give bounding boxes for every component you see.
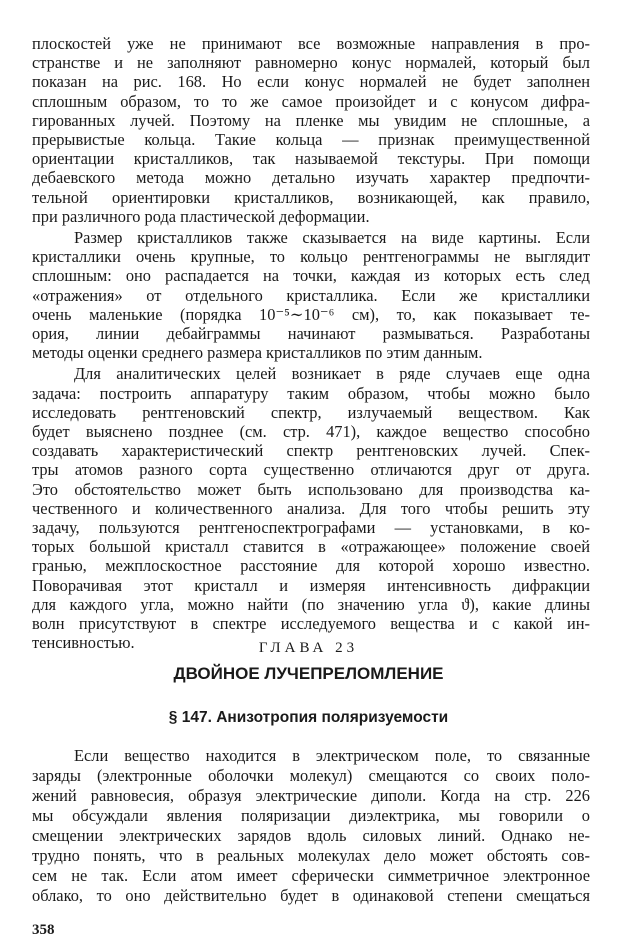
text-line: гированных лучей. Поэтому на пленке мы увидим не сплошные, а (32, 110, 590, 130)
text-line: для каждого угла, можно найти (по значению угла ϑ), какие длины (32, 594, 590, 614)
text-line: волн присутствуют в спектре исследуемого вещества и с какой ин- (32, 614, 590, 633)
text-line: сем не так. Если атом имеет сферически симметричное электронное (32, 866, 590, 885)
text-line: смещении электрических зарядов вдоль силовых линий. Однако не- (32, 826, 590, 845)
text-line: Это обстоятельство может быть использовано для производства ка- (32, 479, 590, 499)
text-line: Если вещество находится в электрическом поле, то связанные (74, 746, 590, 765)
chapter-label: ГЛАВА 23 (258, 640, 359, 656)
text-line: Для аналитических целей возникает в ряде случаев еще одна (74, 364, 590, 384)
text-line: тельной ориентировки кристалликов, возникающей, как правило, (32, 187, 590, 207)
text-line: очень маленькие (порядка 10⁻⁵∼10⁻⁶ см), то, как показывает те- (32, 304, 590, 324)
text-line: дебаевского метода можно детально изучать характер предпочти- (32, 168, 590, 188)
text-line: при различного рода пластической деформации. (32, 206, 370, 226)
text-line: Поворачивая этот кристалл и измеряя интенсивность дифракции (32, 575, 590, 595)
text-line: показан на рис. 168. Но если конус нормалей не будет заполнен (32, 72, 590, 92)
text-line: чественного и количественного анализа. Для того чтобы решить эту (32, 498, 590, 518)
text-line: плоскостей уже не принимают все возможные направления в про- (32, 34, 590, 53)
text-line: «отражения» от отдельного кристаллика. Если же кристаллики (32, 285, 590, 305)
text-line: торых большой кристалл ставится в «отражающее» положение своей (32, 537, 590, 557)
text-line: исследовать рентгеновский спектр, излучаемый веществом. Как (32, 402, 590, 422)
section-title: § 147. Анизотропия поляризуемости (168, 709, 449, 726)
text-line: создавать характеристический спектр рентгеновских лучей. Спек- (32, 441, 590, 461)
text-line: гранью, межплоскостное расстояние для которой хорошо известно. (32, 556, 590, 576)
text-line: ориентации кристалликов, так называемой текстуры. При помощи (32, 149, 590, 169)
text-line: жений равновесия, образуя электрические диполи. Когда на стр. 226 (32, 786, 590, 805)
text-line: кристаллики очень крупные, то кольцо рентгенограммы не выглядит (32, 247, 590, 267)
text-line: мы обсуждали явления поляризации диэлектрика, мы говорили о (32, 806, 590, 825)
text-line: сплошным образом, то то же самое произойдет и с конусом дифра- (32, 91, 590, 111)
text-line: облако, то оно действительно будет в одинаковой степени смещаться (32, 886, 590, 905)
page-number: 358 (32, 922, 55, 938)
text-line: задача: построить аппаратуру таким образом, чтобы можно было (32, 383, 590, 403)
text-line: сплошным: оно распадается на точки, каждая из которых есть след (32, 266, 590, 286)
text-line: методы оценки среднего размера кристалликов по этим данным. (32, 343, 483, 363)
text-line: Размер кристалликов также сказывается на виде картины. Если (74, 228, 590, 247)
text-line: прерывистые кольца. Такие кольца — признак преимущественной (32, 130, 590, 149)
text-line: тенсивностью. (32, 633, 135, 653)
chapter-title: ДВОЙНОЕ ЛУЧЕПРЕЛОМЛЕНИЕ (173, 664, 444, 683)
text-line: будет выяснено позднее (см. стр. 471), каждое вещество способно (32, 422, 590, 441)
text-line: трудно понять, что в реальных молекулах дело может обстоять сов- (32, 846, 590, 865)
text-line: ория, линии дебайграммы начинают размываться. Разработаны (32, 324, 590, 343)
text-line: задачу, пользуются рентгеноспектрографами — установками, в ко- (32, 518, 590, 537)
text-line: тры атомов разного сорта существенно отличаются друг от друга. (32, 460, 590, 480)
text-line: заряды (электронные оболочки молекул) смещаются со своих поло- (32, 766, 590, 785)
text-line: странстве и не заполняют равномерно конус нормалей, который был (32, 53, 590, 73)
